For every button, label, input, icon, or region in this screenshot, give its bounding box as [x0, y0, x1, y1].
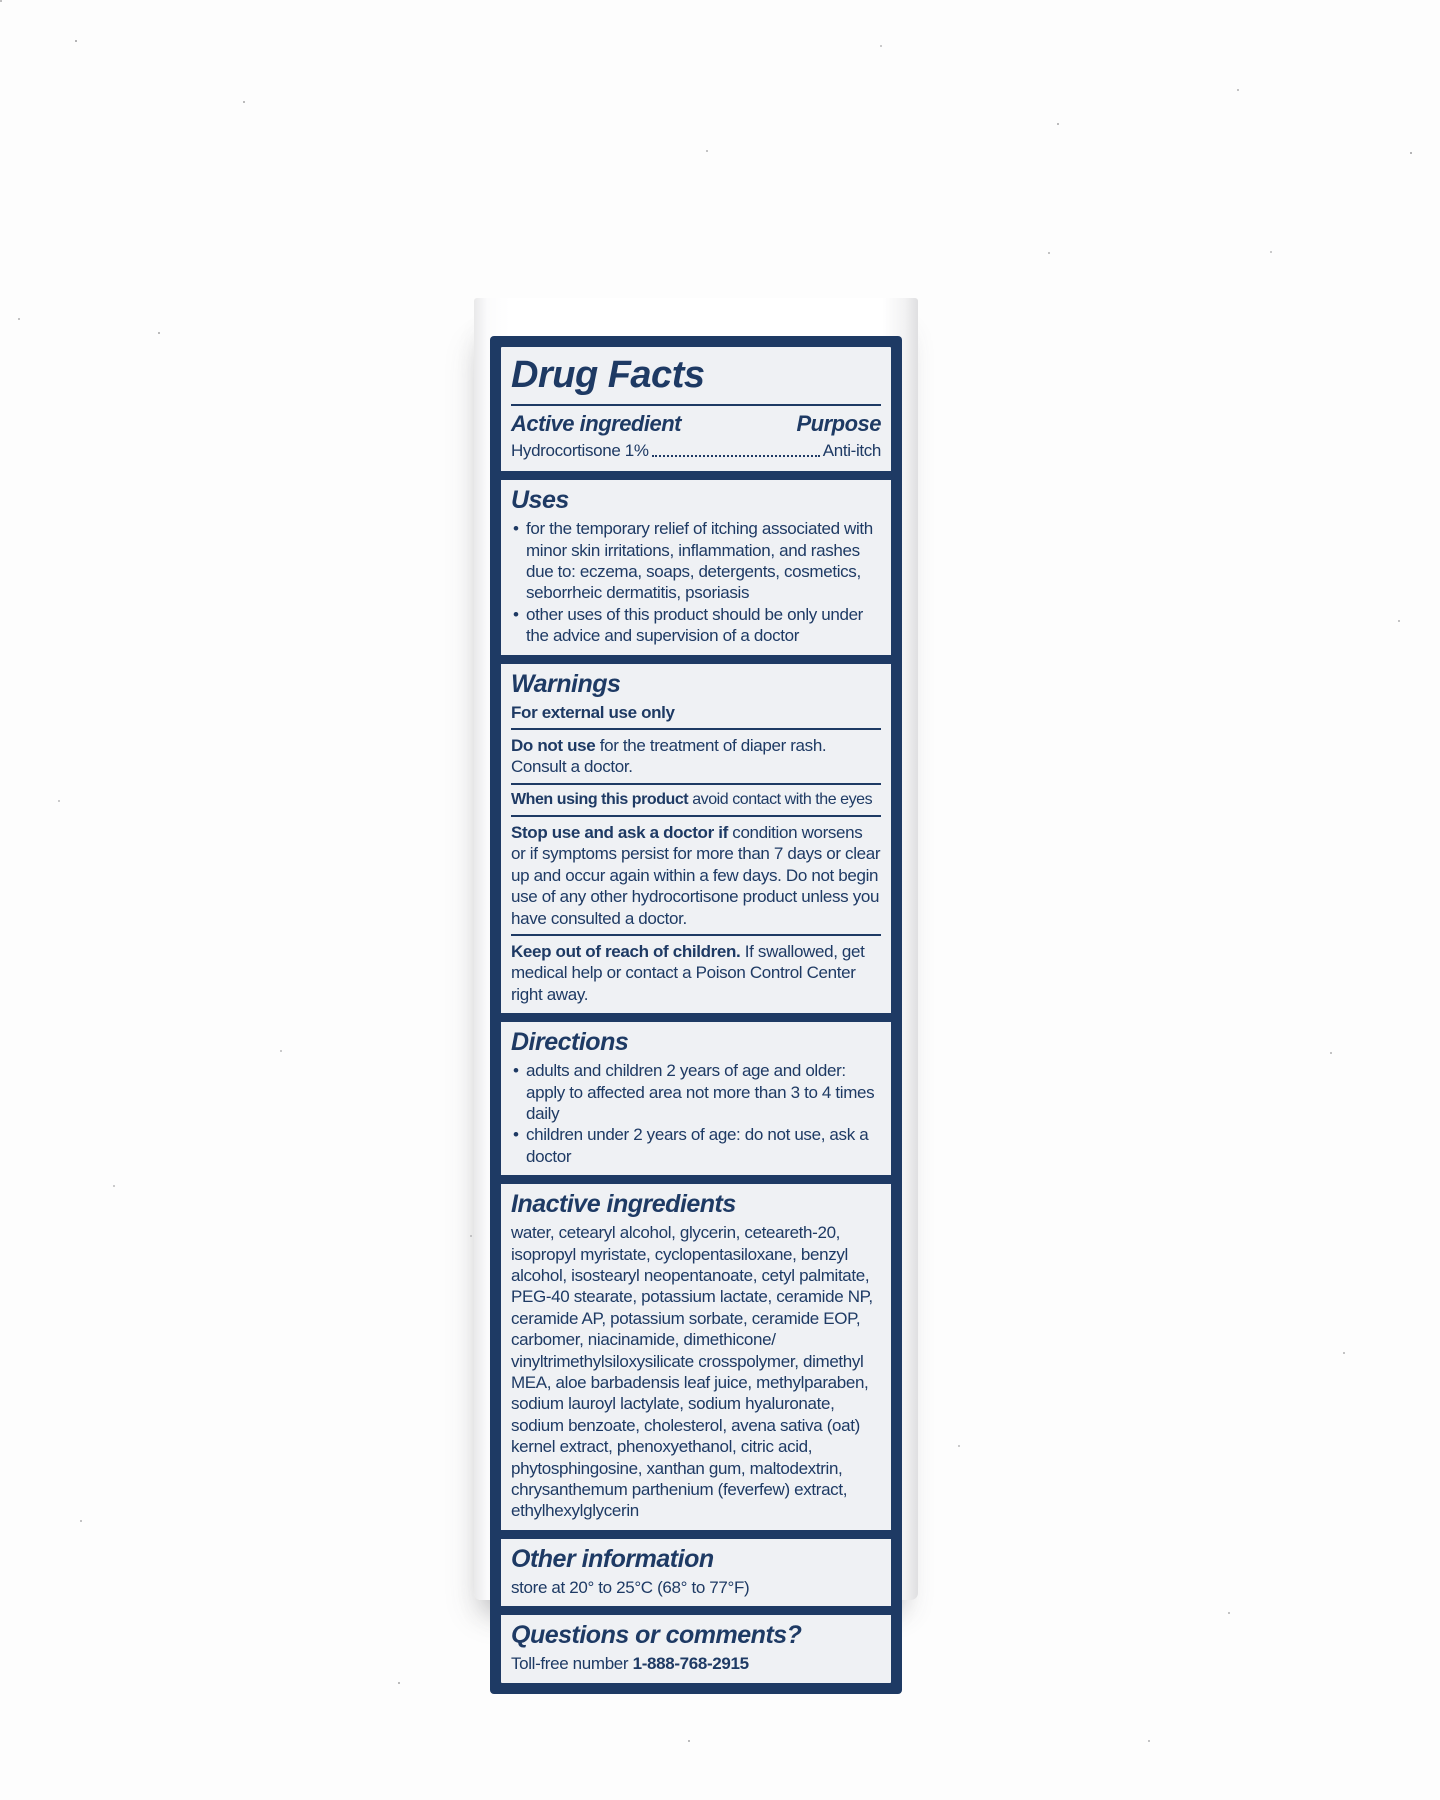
warning-when-using-lead: When using this product — [511, 790, 689, 808]
warnings-heading: Warnings — [511, 669, 621, 698]
drug-facts-panel — [490, 336, 902, 1694]
section-other-information — [501, 1539, 891, 1606]
dot-leader — [652, 455, 820, 457]
uses-bullet: • other uses of this product should be only under the advice and supervision of a doctor — [511, 604, 881, 647]
directions-bullet: • adults and children 2 years of age and older: apply to affected area not more than 3 to 4 times daily — [511, 1060, 881, 1124]
drug-facts-title: Drug Facts — [511, 352, 881, 406]
warning-stop-use-text: condition worsens or if symptoms persist for more than 7 days or clear up and occur again within a few days. Do not begin use of any other hydrocortisone product unless you have consulted a doctor. — [511, 822, 881, 928]
toll-free-label: Toll-free number — [511, 1654, 633, 1674]
product-box — [474, 298, 918, 1674]
active-ingredient-heading: Active ingredient — [511, 410, 681, 436]
section-inactive-ingredients — [501, 1184, 891, 1530]
active-ingredient-row — [511, 437, 881, 463]
uses-bullet: • for the temporary relief of itching associated with minor skin irritations, inflammation, and rashes due to: eczema, soaps, detergents, cosmetics, seborrheic dermatitis, psoriasis — [511, 518, 881, 604]
section-warnings — [501, 664, 891, 1014]
uses-heading: Uses — [511, 486, 569, 515]
inactive-ingredients-text: water, cetearyl alcohol, glycerin, ceteareth-20, isopropyl myristate, cyclopentasiloxane, benzyl alcohol, isostearyl neopentanoate, cetyl palmitate, PEG-40 stearate, potassium lactate, ceramide NP, ceramide AP, potassium sorbate, ceramide EOP, carbomer, niacinamide, dimethicone/ vinyltrimethylsiloxysilicate crosspolymer, dimethyl MEA, aloe barbadensis leaf juice, methylparaben, sodium lauroyl lactylate, sodium hyaluronate, sodium benzoate, cholesterol, avena sativa (oat) kernel extract, phenoxyethanol, citric acid, phytosphingosine, xanthan gum, maltodextrin, chrysanthemum parthenium (feverfew) extract, ethylhexylglycerin — [511, 1223, 873, 1521]
active-ingredient-header-row — [511, 406, 881, 437]
warning-keep-out-text: If swallowed, get medical help or contact a Poison Control Center right away. — [511, 941, 865, 1004]
warning-keep-out — [511, 941, 881, 1005]
photo-noise — [0, 0, 2, 2]
directions-list — [511, 1060, 881, 1167]
warning-do-not-use-lead: Do not use — [511, 735, 596, 755]
directions-heading: Directions — [511, 1028, 629, 1057]
purpose-heading: Purpose — [796, 410, 881, 436]
warning-stop-use-lead: Stop use and ask a doctor if — [511, 822, 728, 842]
warning-keep-out-lead: Keep out of reach of children. — [511, 941, 741, 961]
section-directions — [501, 1022, 891, 1175]
uses-list — [511, 518, 881, 646]
purpose-value: Anti-itch — [822, 440, 881, 460]
questions-heading: Questions or comments? — [511, 1621, 802, 1650]
directions-bullet: • children under 2 years of age: do not use, ask a doctor — [511, 1124, 881, 1167]
toll-free-line — [511, 1653, 881, 1674]
other-information-heading: Other information — [511, 1544, 714, 1573]
inactive-ingredients-heading: Inactive ingredients — [511, 1190, 736, 1219]
warning-do-not-use-text: for the treatment of diaper rash. Consult a doctor. — [511, 735, 827, 777]
warning-do-not-use — [511, 735, 881, 785]
warning-stop-use — [511, 822, 881, 936]
warning-when-using — [511, 790, 881, 817]
toll-free-number: 1-888-768-2915 — [632, 1654, 749, 1674]
section-uses — [501, 480, 891, 654]
section-title-active — [501, 347, 891, 471]
warning-when-using-text: avoid contact with the eyes — [688, 790, 873, 808]
warning-external-use: For external use only — [511, 702, 881, 730]
ingredient-name: Hydrocortisone 1% — [511, 440, 649, 460]
storage-instruction: store at 20° to 25°C (68° to 77°F) — [511, 1577, 750, 1597]
section-questions — [501, 1615, 891, 1682]
